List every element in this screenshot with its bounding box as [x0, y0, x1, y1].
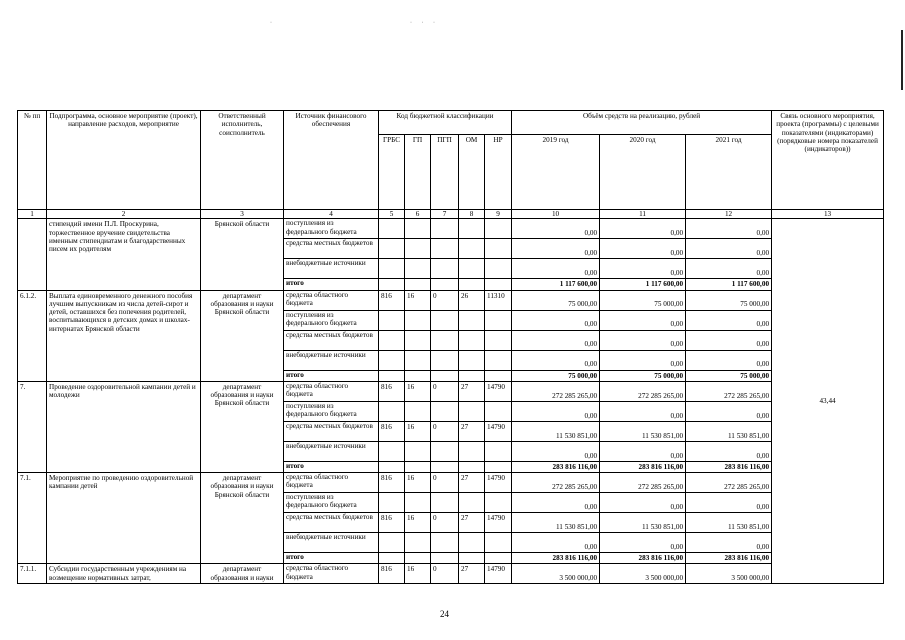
kbk-gp-cell — [405, 219, 431, 239]
amount-2019-cell: 11 530 851,00 — [512, 421, 600, 441]
amount-2020-cell: 0,00 — [600, 330, 686, 350]
kbk-om-cell — [459, 310, 485, 330]
responsible-cell: департамент образования и науки Брянской области — [201, 381, 284, 472]
kbk-np-cell — [485, 219, 512, 239]
amount-2019-cell: 75 000,00 — [512, 290, 600, 310]
amount-2019-cell: 283 816 116,00 — [512, 553, 600, 564]
kbk-om-cell — [459, 401, 485, 421]
row-number-cell: 7.1. — [18, 473, 47, 564]
page-number: 24 — [440, 609, 449, 619]
amount-2021-cell: 0,00 — [686, 350, 772, 370]
kbk-gp-cell — [405, 553, 431, 564]
kbk-pgp-cell — [431, 441, 459, 461]
kbk-gp-cell — [405, 401, 431, 421]
column-number-cell: 3 — [201, 210, 284, 219]
indicator-link-cell: 43,44 — [772, 219, 884, 584]
header-responsible: Ответственный исполнитель, соисполнитель — [201, 111, 284, 210]
amount-2019-cell: 3 500 000,00 — [512, 564, 600, 584]
funding-source-cell: средства местных бюджетов — [284, 513, 379, 533]
kbk-pgp-cell — [431, 310, 459, 330]
amount-2020-cell: 0,00 — [600, 493, 686, 513]
kbk-gp-cell: 16 — [405, 513, 431, 533]
kbk-grbs-cell — [379, 493, 405, 513]
amount-2021-cell: 1 117 600,00 — [686, 279, 772, 290]
kbk-np-cell: 11310 — [485, 290, 512, 310]
amount-2020-cell: 272 285 265,00 — [600, 473, 686, 493]
amount-2019-cell: 0,00 — [512, 350, 600, 370]
table-row — [18, 473, 884, 493]
amount-2020-cell: 0,00 — [600, 401, 686, 421]
kbk-np-cell: 14790 — [485, 564, 512, 584]
amount-2021-cell: 3 500 000,00 — [686, 564, 772, 584]
header-kbk: Код бюджетной классификации — [379, 111, 512, 135]
amount-2020-cell: 0,00 — [600, 239, 686, 259]
amount-2019-cell: 272 285 265,00 — [512, 381, 600, 401]
responsible-cell: департамент образования и науки Брянской области — [201, 290, 284, 381]
amount-2021-cell: 0,00 — [686, 441, 772, 461]
kbk-np-cell — [485, 461, 512, 472]
column-number-cell: 10 — [512, 210, 600, 219]
kbk-gp-cell — [405, 533, 431, 553]
column-number-cell: 8 — [459, 210, 485, 219]
kbk-gp-cell: 16 — [405, 421, 431, 441]
kbk-grbs-cell — [379, 239, 405, 259]
amount-2019-cell: 0,00 — [512, 533, 600, 553]
column-number-cell: 12 — [686, 210, 772, 219]
header-pgp: ПГП — [431, 135, 459, 210]
funding-source-cell: внебюджетные источники — [284, 350, 379, 370]
kbk-gp-cell — [405, 310, 431, 330]
header-year-2019: 2019 год — [512, 135, 600, 210]
kbk-gp-cell: 16 — [405, 564, 431, 584]
table-body — [18, 219, 884, 584]
kbk-pgp-cell: 0 — [431, 513, 459, 533]
kbk-np-cell — [485, 401, 512, 421]
kbk-np-cell — [485, 330, 512, 350]
amount-2020-cell: 0,00 — [600, 350, 686, 370]
kbk-gp-cell — [405, 239, 431, 259]
kbk-om-cell — [459, 350, 485, 370]
kbk-pgp-cell: 0 — [431, 290, 459, 310]
kbk-gp-cell — [405, 330, 431, 350]
column-number-cell: 7 — [431, 210, 459, 219]
column-number-cell: 4 — [284, 210, 379, 219]
kbk-pgp-cell — [431, 259, 459, 279]
kbk-gp-cell: 16 — [405, 473, 431, 493]
header-num: № пп — [18, 111, 47, 210]
amount-2019-cell: 1 117 600,00 — [512, 279, 600, 290]
kbk-om-cell: 26 — [459, 290, 485, 310]
column-number-cell: 11 — [600, 210, 686, 219]
amount-2021-cell: 0,00 — [686, 219, 772, 239]
kbk-gp-cell — [405, 461, 431, 472]
kbk-om-cell — [459, 279, 485, 290]
amount-2019-cell: 0,00 — [512, 219, 600, 239]
kbk-pgp-cell — [431, 461, 459, 472]
amount-2019-cell: 11 530 851,00 — [512, 513, 600, 533]
kbk-np-cell — [485, 239, 512, 259]
scan-artifact: · — [270, 20, 276, 26]
funding-source-cell: средства областного бюджета — [284, 564, 379, 584]
amount-2019-cell: 75 000,00 — [512, 370, 600, 381]
amount-2020-cell: 1 117 600,00 — [600, 279, 686, 290]
amount-2020-cell: 0,00 — [600, 310, 686, 330]
table-row — [18, 290, 884, 310]
funding-source-cell: итого — [284, 461, 379, 472]
amount-2020-cell: 75 000,00 — [600, 290, 686, 310]
kbk-np-cell: 14790 — [485, 421, 512, 441]
kbk-np-cell: 14790 — [485, 381, 512, 401]
amount-2021-cell: 272 285 265,00 — [686, 381, 772, 401]
kbk-grbs-cell — [379, 310, 405, 330]
kbk-pgp-cell — [431, 370, 459, 381]
header-np: НР — [485, 135, 512, 210]
amount-2021-cell: 11 530 851,00 — [686, 513, 772, 533]
amount-2019-cell: 0,00 — [512, 401, 600, 421]
column-number-cell: 1 — [18, 210, 47, 219]
kbk-grbs-cell: 816 — [379, 421, 405, 441]
kbk-np-cell: 14790 — [485, 513, 512, 533]
funding-source-cell: средства областного бюджета — [284, 473, 379, 493]
kbk-np-cell — [485, 279, 512, 290]
funding-source-cell: средства областного бюджета — [284, 290, 379, 310]
header-year-2020: 2020 год — [600, 135, 686, 210]
responsible-cell: Брянской области — [201, 219, 284, 290]
kbk-om-cell: 27 — [459, 564, 485, 584]
column-number-cell: 6 — [405, 210, 431, 219]
amount-2021-cell: 0,00 — [686, 310, 772, 330]
kbk-pgp-cell — [431, 401, 459, 421]
kbk-gp-cell — [405, 279, 431, 290]
header-program: Подпрограмма, основное мероприятие (проект), направление расходов, мероприятие — [47, 111, 201, 210]
kbk-np-cell — [485, 533, 512, 553]
kbk-om-cell: 27 — [459, 473, 485, 493]
kbk-gp-cell: 16 — [405, 381, 431, 401]
amount-2019-cell: 0,00 — [512, 330, 600, 350]
measure-name-cell: Субсидии государственным учреждениям на возмещение нормативных затрат, — [47, 564, 201, 584]
kbk-np-cell — [485, 350, 512, 370]
kbk-gp-cell: 16 — [405, 290, 431, 310]
table-row — [18, 381, 884, 401]
funding-source-cell: внебюджетные источники — [284, 441, 379, 461]
header-source: Источник финансового обеспечения — [284, 111, 379, 210]
kbk-grbs-cell: 816 — [379, 513, 405, 533]
amount-2019-cell: 283 816 116,00 — [512, 461, 600, 472]
kbk-om-cell — [459, 370, 485, 381]
amount-2020-cell: 11 530 851,00 — [600, 421, 686, 441]
column-number-cell: 5 — [379, 210, 405, 219]
amount-2020-cell: 0,00 — [600, 259, 686, 279]
kbk-grbs-cell — [379, 219, 405, 239]
column-numbers-row — [18, 210, 884, 219]
kbk-pgp-cell — [431, 330, 459, 350]
funding-source-cell: поступления из федерального бюджета — [284, 219, 379, 239]
column-number-cell: 2 — [47, 210, 201, 219]
amount-2019-cell: 0,00 — [512, 310, 600, 330]
amount-2019-cell: 0,00 — [512, 259, 600, 279]
funding-source-cell: итого — [284, 279, 379, 290]
column-number-cell: 9 — [485, 210, 512, 219]
funding-source-cell: внебюджетные источники — [284, 533, 379, 553]
amount-2021-cell: 11 530 851,00 — [686, 421, 772, 441]
table-row — [18, 564, 884, 584]
funding-source-cell: средства местных бюджетов — [284, 421, 379, 441]
kbk-pgp-cell — [431, 553, 459, 564]
funding-source-cell: итого — [284, 370, 379, 381]
kbk-om-cell — [459, 533, 485, 553]
kbk-pgp-cell: 0 — [431, 564, 459, 584]
header-gp: ГП — [405, 135, 431, 210]
kbk-om-cell — [459, 259, 485, 279]
amount-2020-cell: 0,00 — [600, 219, 686, 239]
kbk-om-cell: 27 — [459, 421, 485, 441]
kbk-pgp-cell — [431, 533, 459, 553]
kbk-pgp-cell — [431, 350, 459, 370]
header-year-2021: 2021 год — [686, 135, 772, 210]
scan-artifact: · · · — [410, 20, 439, 26]
kbk-pgp-cell — [431, 239, 459, 259]
kbk-pgp-cell: 0 — [431, 473, 459, 493]
amount-2019-cell: 272 285 265,00 — [512, 473, 600, 493]
kbk-grbs-cell: 816 — [379, 473, 405, 493]
amount-2021-cell: 0,00 — [686, 401, 772, 421]
kbk-om-cell: 27 — [459, 381, 485, 401]
funding-source-cell: средства областного бюджета — [284, 381, 379, 401]
table-header — [18, 111, 884, 219]
kbk-om-cell — [459, 239, 485, 259]
kbk-om-cell — [459, 441, 485, 461]
kbk-pgp-cell — [431, 493, 459, 513]
kbk-gp-cell — [405, 350, 431, 370]
kbk-om-cell — [459, 461, 485, 472]
kbk-grbs-cell — [379, 461, 405, 472]
amount-2021-cell: 283 816 116,00 — [686, 461, 772, 472]
amount-2021-cell: 0,00 — [686, 239, 772, 259]
funding-source-cell: средства местных бюджетов — [284, 239, 379, 259]
measure-name-cell: Выплата единовременного денежного пособия лучшим выпускникам из числа детей-сирот и детей, оставшихся без попечения родителей, воспитывающихся в детских домах и школах-интернатах Брянской области — [47, 290, 201, 381]
header-grbs: ГРБС — [379, 135, 405, 210]
kbk-grbs-cell — [379, 350, 405, 370]
row-number-cell — [18, 219, 47, 290]
kbk-grbs-cell — [379, 259, 405, 279]
kbk-grbs-cell: 816 — [379, 381, 405, 401]
kbk-np-cell — [485, 310, 512, 330]
measure-name-cell: Мероприятие по проведению оздоровительной кампании детей — [47, 473, 201, 564]
kbk-om-cell — [459, 219, 485, 239]
amount-2020-cell: 0,00 — [600, 533, 686, 553]
header-link: Связь основного мероприятия, проекта (программы) с целевыми показателями (индикаторами) (порядковые номера показателей (индикаторов)) — [772, 111, 884, 210]
amount-2021-cell: 75 000,00 — [686, 370, 772, 381]
amount-2020-cell: 3 500 000,00 — [600, 564, 686, 584]
amount-2020-cell: 0,00 — [600, 441, 686, 461]
amount-2019-cell: 0,00 — [512, 441, 600, 461]
kbk-np-cell — [485, 259, 512, 279]
kbk-gp-cell — [405, 370, 431, 381]
row-number-cell: 6.1.2. — [18, 290, 47, 381]
kbk-grbs-cell — [379, 370, 405, 381]
amount-2021-cell: 0,00 — [686, 259, 772, 279]
amount-2021-cell: 272 285 265,00 — [686, 473, 772, 493]
row-number-cell: 7.1.1. — [18, 564, 47, 584]
column-number-cell: 13 — [772, 210, 884, 219]
funding-source-cell: средства местных бюджетов — [284, 330, 379, 350]
header-om: ОМ — [459, 135, 485, 210]
kbk-np-cell: 14790 — [485, 473, 512, 493]
kbk-om-cell — [459, 553, 485, 564]
amount-2021-cell: 0,00 — [686, 330, 772, 350]
funding-source-cell: поступления из федерального бюджета — [284, 493, 379, 513]
kbk-grbs-cell — [379, 401, 405, 421]
kbk-gp-cell — [405, 259, 431, 279]
kbk-grbs-cell — [379, 553, 405, 564]
kbk-np-cell — [485, 493, 512, 513]
kbk-gp-cell — [405, 493, 431, 513]
amount-2020-cell: 75 000,00 — [600, 370, 686, 381]
header-volume: Объём средств на реализацию, рублей — [512, 111, 772, 135]
kbk-pgp-cell: 0 — [431, 421, 459, 441]
kbk-pgp-cell: 0 — [431, 381, 459, 401]
budget-table — [17, 110, 884, 584]
row-number-cell: 7. — [18, 381, 47, 472]
measure-name-cell: Проведение оздоровительной кампании детей и молодежи — [47, 381, 201, 472]
kbk-grbs-cell: 816 — [379, 564, 405, 584]
kbk-pgp-cell — [431, 279, 459, 290]
kbk-grbs-cell — [379, 441, 405, 461]
funding-source-cell: поступления из федерального бюджета — [284, 401, 379, 421]
funding-source-cell: внебюджетные источники — [284, 259, 379, 279]
amount-2021-cell: 283 816 116,00 — [686, 553, 772, 564]
kbk-om-cell — [459, 493, 485, 513]
kbk-pgp-cell — [431, 219, 459, 239]
amount-2020-cell: 283 816 116,00 — [600, 553, 686, 564]
amount-2019-cell: 0,00 — [512, 493, 600, 513]
amount-2021-cell: 0,00 — [686, 533, 772, 553]
funding-source-cell: итого — [284, 553, 379, 564]
funding-source-cell: поступления из федерального бюджета — [284, 310, 379, 330]
kbk-gp-cell — [405, 441, 431, 461]
kbk-om-cell — [459, 330, 485, 350]
kbk-np-cell — [485, 553, 512, 564]
kbk-np-cell — [485, 370, 512, 381]
kbk-grbs-cell: 816 — [379, 290, 405, 310]
kbk-np-cell — [485, 441, 512, 461]
amount-2020-cell: 283 816 116,00 — [600, 461, 686, 472]
responsible-cell: департамент образования и науки Брянской области — [201, 473, 284, 564]
kbk-grbs-cell — [379, 533, 405, 553]
kbk-grbs-cell — [379, 330, 405, 350]
kbk-grbs-cell — [379, 279, 405, 290]
responsible-cell: департамент образования и науки — [201, 564, 284, 584]
amount-2021-cell: 0,00 — [686, 493, 772, 513]
amount-2020-cell: 272 285 265,00 — [600, 381, 686, 401]
kbk-om-cell: 27 — [459, 513, 485, 533]
scan-edge-mark — [901, 30, 903, 90]
amount-2019-cell: 0,00 — [512, 239, 600, 259]
amount-2020-cell: 11 530 851,00 — [600, 513, 686, 533]
measure-name-cell: стипендий имени П.Л. Проскурина, торжественное вручение свидетельства именным стипендиатам и благодарственных писем их родителям — [47, 219, 201, 290]
amount-2021-cell: 75 000,00 — [686, 290, 772, 310]
table-row — [18, 219, 884, 239]
